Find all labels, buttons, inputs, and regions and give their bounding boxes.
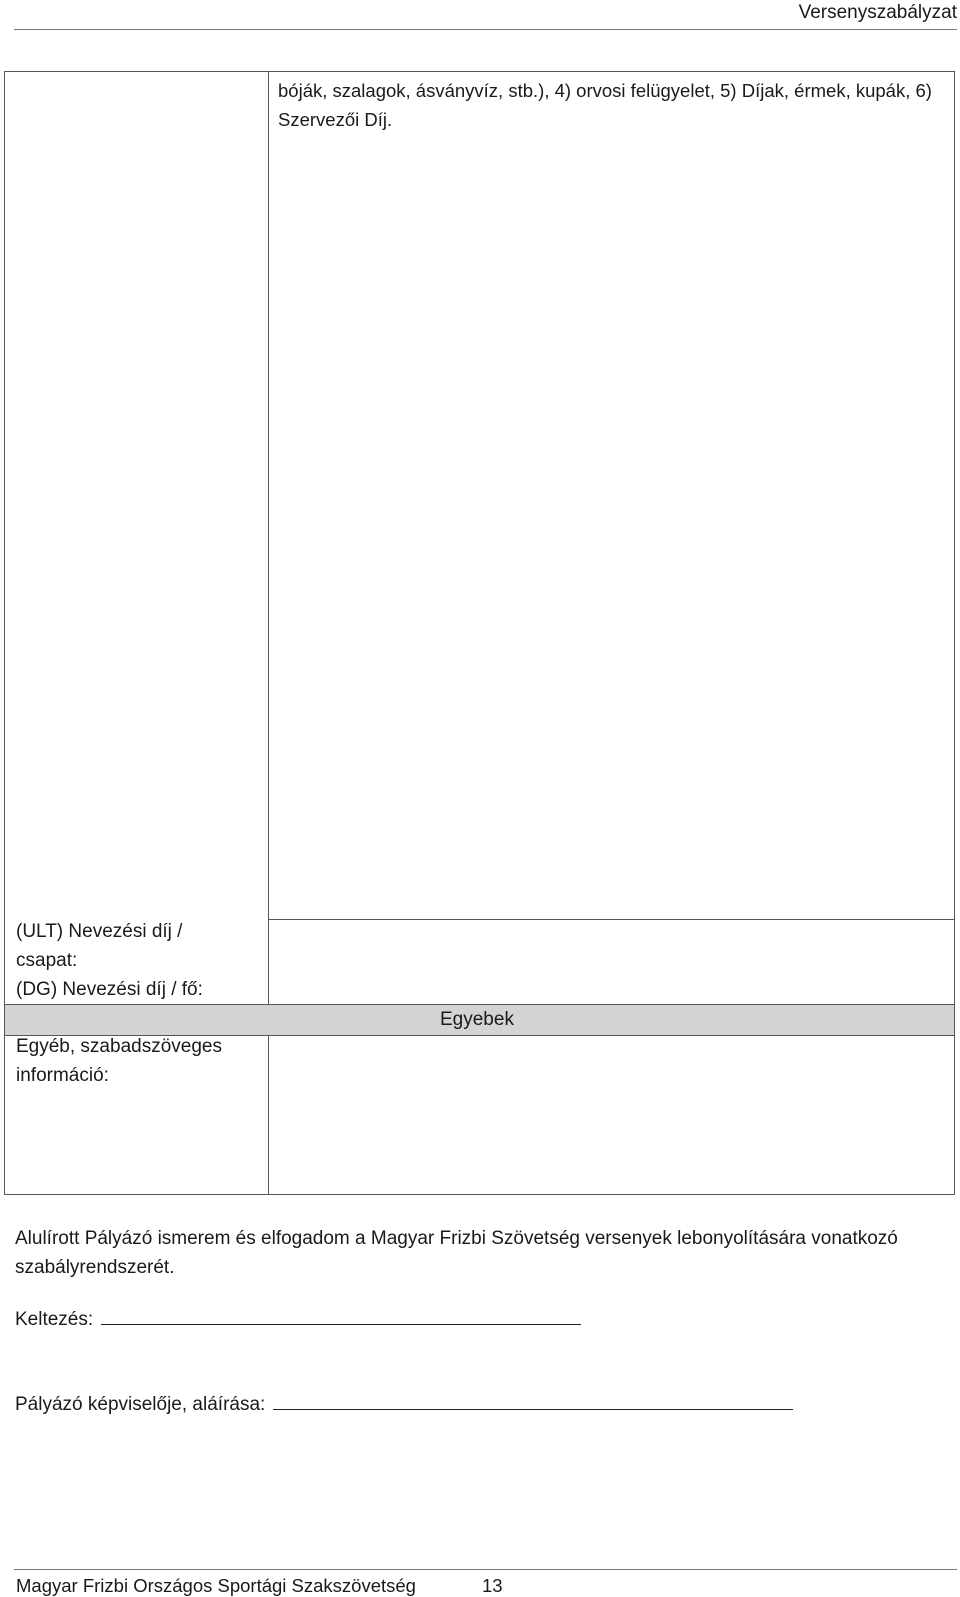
page-number: 13	[481, 1575, 503, 1596]
signature-blank-line[interactable]	[273, 1391, 793, 1410]
other-info-field[interactable]	[268, 1034, 954, 1194]
date-blank-line[interactable]	[101, 1306, 581, 1325]
entry-fee-ult-label-cont: csapat:	[16, 950, 78, 971]
continued-cell	[268, 72, 954, 920]
other-info-label: Egyéb, szabadszöveges információ:	[16, 1036, 222, 1086]
header-divider	[14, 29, 957, 30]
entry-fee-ult-label: (ULT) Nevezési díj /	[16, 921, 183, 942]
continued-text: bóják, szalagok, ásványvíz, stb.), 4) orvosi felügyelet, 5) Díjak, érmek, kupák, 6) Szervezői Díj.	[278, 80, 932, 130]
entry-fee-dg-label: (DG) Nevezési díj / fő:	[16, 979, 203, 1000]
entry-fee-label	[16, 917, 256, 1004]
representative-signature-line	[15, 1391, 793, 1416]
date-label: Keltezés:	[15, 1309, 94, 1330]
entry-fee-field[interactable]	[268, 920, 954, 1000]
date-line	[15, 1306, 581, 1331]
document-title: Versenyszabályzat	[798, 2, 957, 23]
section-title: Egyebek	[440, 1009, 514, 1030]
footer-divider	[14, 1569, 957, 1570]
footer-organization: Magyar Frizbi Országos Sportági Szakszövetség	[16, 1575, 416, 1596]
application-form-table	[4, 71, 955, 1195]
footer	[16, 1575, 503, 1597]
representative-label: Pályázó képviselője, aláírása:	[15, 1394, 266, 1415]
declaration-text: Alulírott Pályázó ismerem és elfogadom a Magyar Frizbi Szövetség versenyek lebonyolítására vonatkozó szabályrendszerét.	[15, 1228, 898, 1278]
